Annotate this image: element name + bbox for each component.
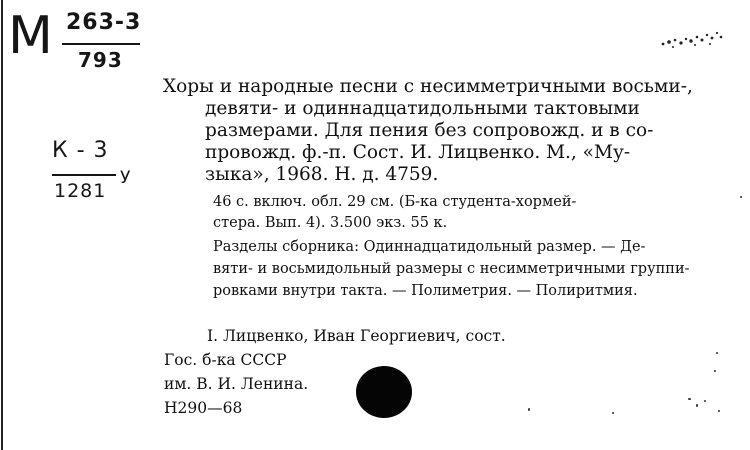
title-line-1: Хоры и народные песни с несимметричными восьми-, bbox=[163, 76, 693, 97]
speck bbox=[718, 410, 720, 412]
library-line-2: им. В. И. Ленина. bbox=[164, 375, 309, 393]
library-stamp-mark bbox=[655, 18, 727, 54]
call-number-bottom: 793 bbox=[78, 48, 123, 72]
speck bbox=[740, 196, 742, 198]
call-number-top: 263-3 bbox=[66, 10, 142, 35]
contents-line-3: ровками внутри такта. — Полиметрия. — Полиритмия. bbox=[213, 283, 638, 299]
card-left-edge bbox=[1, 0, 3, 450]
contents-line-2: вяти- и восьмидольный размеры с несимметричными группи- bbox=[213, 261, 690, 277]
speck bbox=[688, 398, 691, 400]
speck bbox=[716, 352, 718, 354]
library-line-1: Гос. б-ка СССР bbox=[164, 351, 287, 369]
contents-line-1: Разделы сборника: Одиннадцатидольный размер. — Де- bbox=[213, 239, 646, 255]
title-line-3: размерами. Для пения без сопровожд. и в со- bbox=[205, 120, 654, 141]
added-entry: I. Лицвенко, Иван Георгиевич, сост. bbox=[207, 327, 506, 345]
call-number-letter: М bbox=[8, 6, 53, 66]
speck bbox=[714, 370, 716, 372]
title-line-5: зыка», 1968. Н. д. 4759. bbox=[205, 164, 439, 185]
library-line-3: Н290—68 bbox=[164, 399, 243, 417]
title-line-4: провожд. ф.-п. Сост. И. Лицвенко. М., «Му- bbox=[205, 142, 631, 163]
details-line-2: стера. Вып. 4). 3.500 экз. 55 к. bbox=[213, 215, 448, 231]
ink-blot bbox=[356, 366, 412, 418]
speck bbox=[696, 404, 698, 407]
speck bbox=[704, 400, 706, 402]
speck bbox=[612, 412, 614, 414]
speck bbox=[528, 408, 530, 411]
details-line-1: 46 с. включ. обл. 29 см. (Б-ка студента-хормей- bbox=[213, 194, 577, 210]
call-number-fraction-line bbox=[62, 43, 140, 45]
shelfmark-fraction-line bbox=[52, 174, 116, 176]
shelfmark-suffix: У bbox=[120, 168, 132, 188]
title-line-2: девяти- и одиннадцатидольными тактовыми bbox=[205, 98, 640, 119]
shelfmark-top: К - 3 bbox=[52, 138, 109, 163]
shelfmark-bottom: 1281 bbox=[54, 180, 107, 202]
